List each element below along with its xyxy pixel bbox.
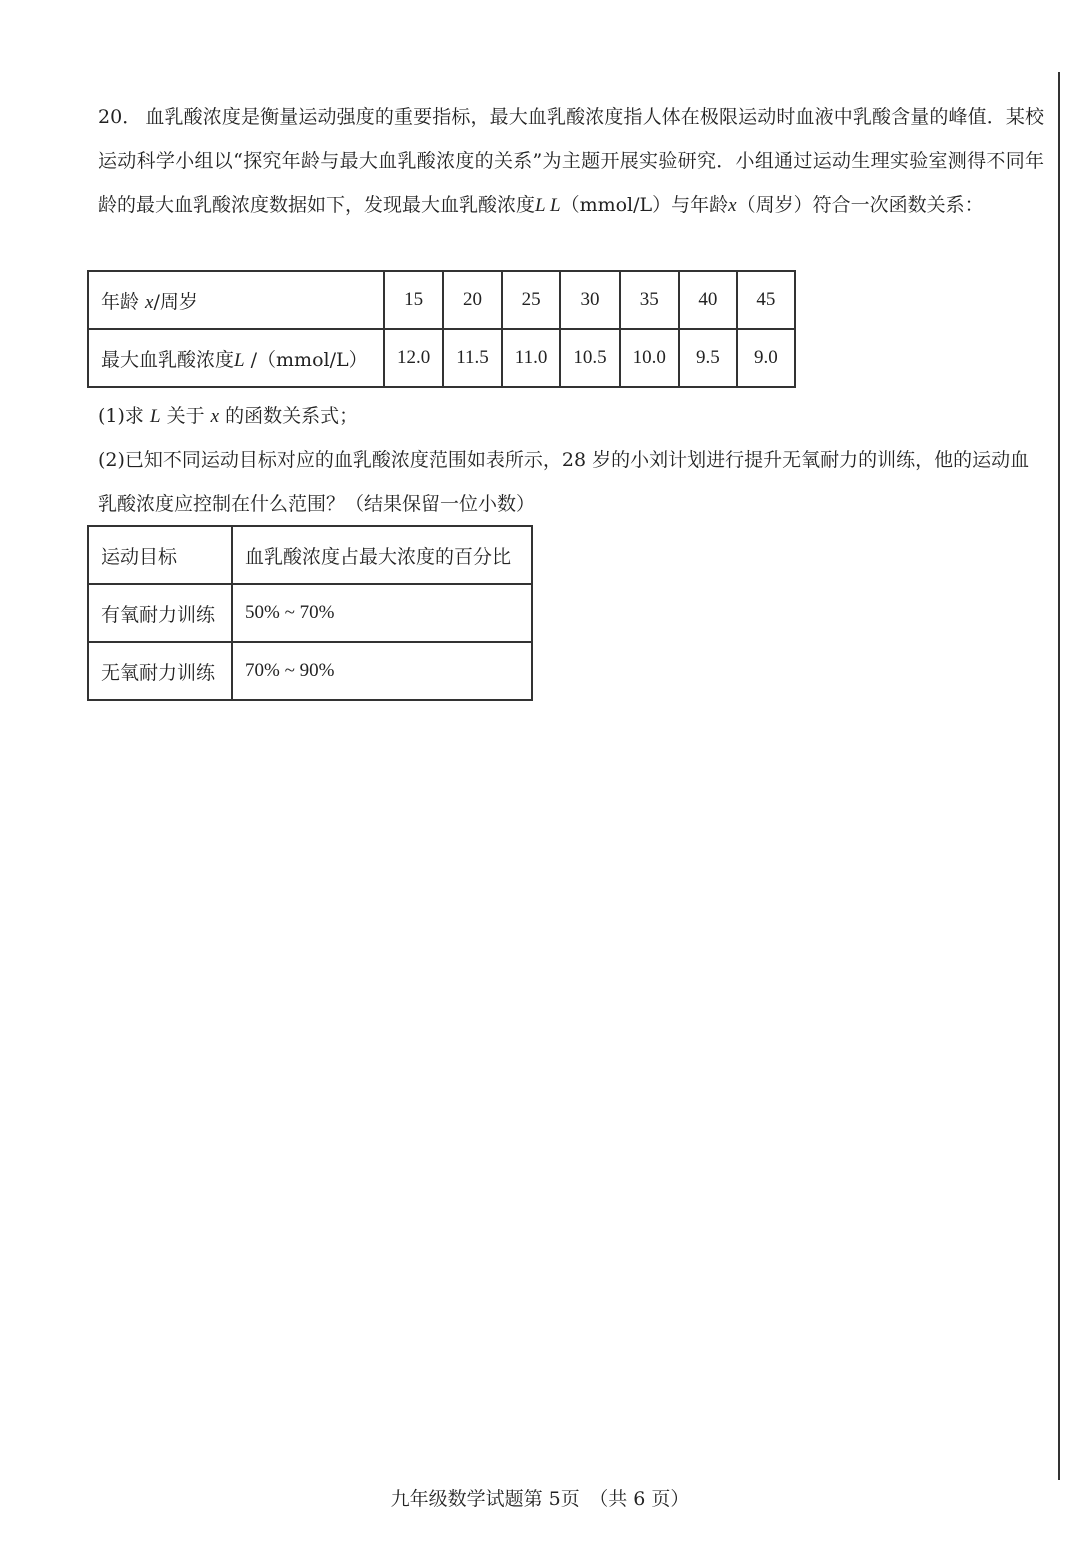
- sub-question-1: (1)求 L 关于 x 的函数关系式；: [98, 405, 359, 427]
- concentration-cell: 9.5: [679, 329, 737, 387]
- intro-text-2: （mmol/L）与年龄: [560, 194, 729, 216]
- goal-percent-cell: 50% ~ 70%: [232, 584, 532, 642]
- goal-percent-cell: 70% ~ 90%: [232, 642, 532, 700]
- concentration-cell: 9.0: [737, 329, 795, 387]
- page-edge-rule: [1058, 72, 1060, 1480]
- goal-cell: 有氧耐力训练: [88, 584, 232, 642]
- goal-table-header: [88, 526, 532, 584]
- concentration-cell: 12.0: [384, 329, 443, 387]
- concentration-row: [88, 329, 795, 387]
- goal-header-cell: 运动目标: [88, 526, 232, 584]
- age-row-label: 年龄 x/周岁: [88, 271, 384, 329]
- page-footer: 九年级数学试题第 5页 （共 6 页）: [390, 1488, 690, 1510]
- intro-var-x: x: [728, 195, 737, 216]
- age-row: [88, 271, 795, 329]
- age-cell: 15: [384, 271, 443, 329]
- question-20: [98, 95, 1044, 228]
- intro-text-3: （周岁）符合一次函数关系：: [736, 194, 984, 216]
- age-concentration-table: [87, 270, 796, 388]
- goal-header-cell: 血乳酸浓度占最大浓度的百分比: [232, 526, 532, 584]
- concentration-row-label: 最大血乳酸浓度L /（mmol/L）: [88, 329, 384, 387]
- age-cell: 20: [443, 271, 502, 329]
- age-cell: 45: [737, 271, 795, 329]
- goal-table-row: [88, 584, 532, 642]
- goal-table-row: [88, 642, 532, 700]
- concentration-cell: 10.0: [620, 329, 679, 387]
- concentration-cell: 11.5: [443, 329, 502, 387]
- question-intro: [98, 95, 1044, 228]
- age-cell: 25: [502, 271, 561, 329]
- training-goal-table: [87, 525, 533, 701]
- question-number: 20．: [98, 106, 142, 128]
- age-cell: 40: [679, 271, 737, 329]
- sub-question-2: (2)已知不同运动目标对应的血乳酸浓度范围如表所示，28 岁的小刘计划进行提升无氧耐力的训练，他的运动血乳酸浓度应控制在什么范围？（结果保留一位小数）: [98, 449, 1030, 515]
- goal-cell: 无氧耐力训练: [88, 642, 232, 700]
- intro-var-l: L L: [535, 195, 561, 216]
- age-cell: 35: [620, 271, 679, 329]
- concentration-cell: 10.5: [560, 329, 619, 387]
- age-cell: 30: [560, 271, 619, 329]
- concentration-cell: 11.0: [502, 329, 561, 387]
- intro-text-1: 血乳酸浓度是衡量运动强度的重要指标，最大血乳酸浓度指人体在极限运动时血液中乳酸含量的峰值．某校运动科学小组以“探究年龄与最大血乳酸浓度的关系”为主题开展实验研究．小组通过运动生理实验室测得不同年龄的最大血乳酸浓度数据如下，发现最大血乳酸浓度: [98, 106, 1044, 216]
